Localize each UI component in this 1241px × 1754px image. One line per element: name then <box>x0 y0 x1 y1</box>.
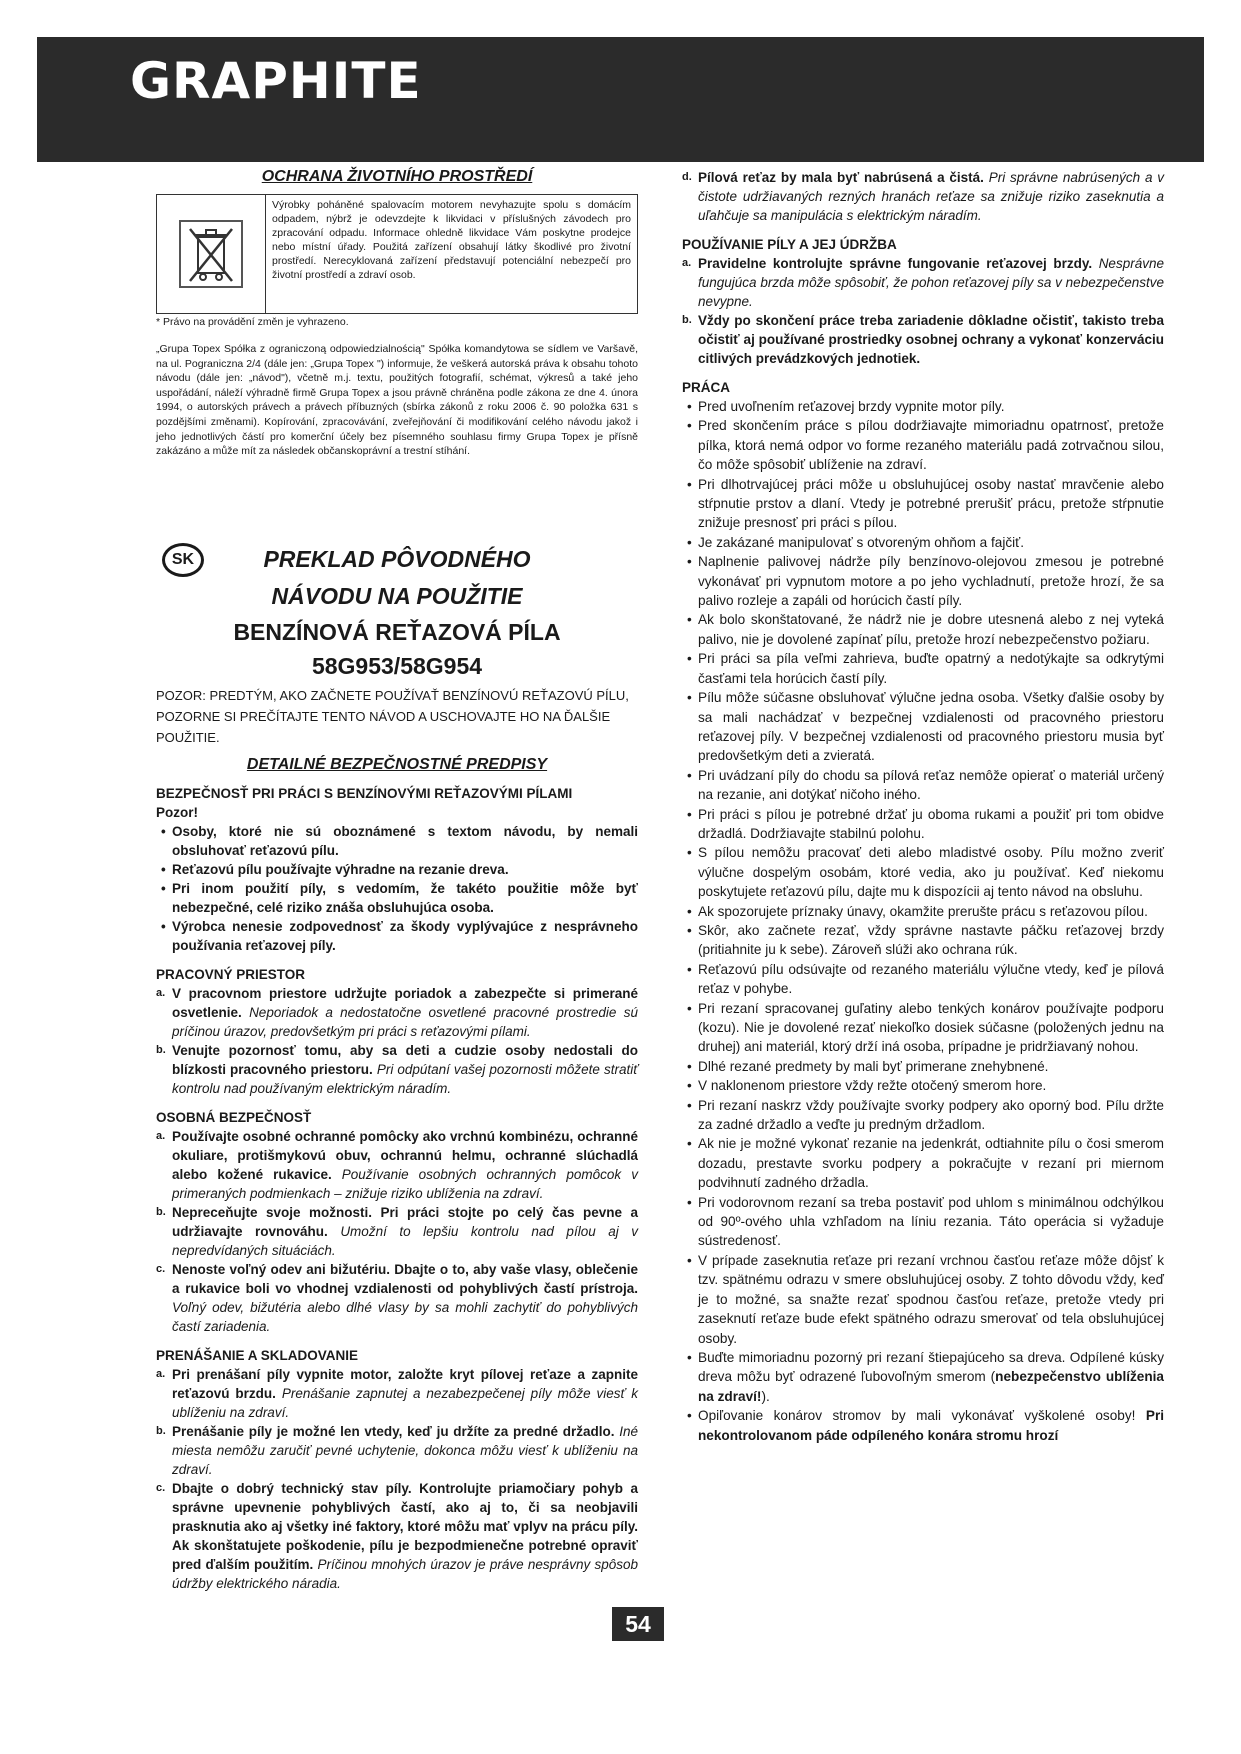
item-label: b. <box>156 1043 166 1056</box>
item-bold: V pracovnom priestore udržujte poriadok a zabezpečte si primerané osvetlenie. <box>172 985 638 1020</box>
list-item <box>156 1041 638 1098</box>
item-label: c. <box>156 1481 166 1494</box>
item-label: a. <box>156 1367 166 1380</box>
splinter-text: Buďte mimoriadnu pozorný pri rezaní štiepajúceho sa dreva. Odpílené kúsky dreva môžu byť odrazené ľubovoľným smerom ( <box>698 1349 1164 1385</box>
branches-bold: Pri nekontrolovanom páde odpíleného konára stromu hrozí <box>698 1408 1165 1443</box>
item-italic: Príčinou mnohých úrazov je práve nesprávny spôsob údržby elektrického náradia. <box>172 1556 638 1591</box>
list-item: • Pri práci sa píla veľmi zahrieva, buďte opatrný a nedotýkajte sa odkrytými časťami tela horúcich častí píly. <box>698 649 1164 688</box>
list-item <box>682 254 1164 311</box>
item-bold: Pravidelne kontrolujte správne fungovanie reťazovej brzdy. <box>698 256 1093 271</box>
list-item <box>156 1127 638 1203</box>
item-bold: Nepreceňujte svoje možnosti. Pri práci stojte po celý čas pevne a udržiavajte rovnováhu. <box>172 1204 638 1239</box>
brand-logo: GRAPHITE <box>130 52 422 110</box>
item-bold: Používajte osobné ochranné pomôcky ako vrchnú kombinézu, ochranné okuliare, protišmykovú obuv, ochrannú helmu, ochranné slúchadlá alebo kožené rukavice. <box>172 1128 638 1182</box>
title-line-3: BENZÍNOVÁ REŤAZOVÁ PÍLA <box>233 618 561 645</box>
list-item: • S pílou nemôžu pracovať deti alebo mladistvé osoby. Pílu možno zveriť výlučne dospelým osobám, ktoré vedia, ako ju používať. Keď niekomu poskytujete reťazovú pílu, dajte mu k dispozícii aj tento návod na obsluhu. <box>698 843 1164 901</box>
list-item: • Pílu môže súčasne obsluhovať výlučne jedna osoba. Všetky ďalšie osoby by sa mali nachádzať v bezpečnej vzdialenosti od pracovného priestoru reťazovej píly. V bezpečnej vzdialenosti od pracovného priestoru musia byť predovšetkým deti a zvieratá. <box>698 688 1164 766</box>
env-box <box>156 194 638 314</box>
list-item: • Naplnenie palivovej nádrže píly benzínovo-olejovou zmesou je potrebné vykonávať pri vypnutom motore a po jeho vychladnutí, pretože hrozí, že sa palivo rozleje a zapáli od horúcich častí píly. <box>698 552 1164 610</box>
rights-note: * Právo na provádění změn je vyhrazeno. <box>156 316 349 328</box>
list-item: • Skôr, ako začnete rezať, vždy správne nastavte páčku reťazovej brzdy (pritiahnite ju k sebe). Zároveň slúži ako ochrana rúk. <box>698 921 1164 960</box>
list-item <box>698 1406 1164 1445</box>
workspace-heading: PRACOVNÝ PRIESTOR <box>156 966 306 982</box>
list-item: • Pri rezaní spracovanej guľatiny alebo tenkých konárov používajte podporu (kozu). Nie je dovolené rezať niekoľko dosiek súčasne (položených jednu na druhej) ani materiál, ktorý drží iná osoba, prípadne je pridržiavaný nohou. <box>698 999 1164 1057</box>
list-item <box>682 311 1164 368</box>
item-bold: Pílová reťaz by mala byť nabrúsená a čistá. <box>698 170 984 185</box>
item-bold: Nenoste voľný odev ani bižutériu. Dbajte o to, aby vaše vlasy, oblečenie a rukavice boli vo vhodnej vzdialenosti od pohyblivých častí prístroja. <box>172 1261 638 1296</box>
list-item: • V prípade zaseknutia reťaze pri rezaní vrchnou časťou reťaze môže dôjsť k tzv. spätnému odrazu v smere obsluhujúcej osoby. Z tohto dôvodu vždy, keď je to možné, sa snažte rezať spodnou časťou reťaze, pretože vtedy pri zaseknutí reťaze bude efekt spätného odrazu smerovať od tela obsluhujúcej osoby. <box>698 1251 1164 1348</box>
right-column <box>682 168 1164 1445</box>
list-item <box>156 1365 638 1422</box>
title-line-1: PREKLAD PÔVODNÉHO <box>263 545 531 572</box>
maintenance-heading: POUŽÍVANIE PÍLY A JEJ ÚDRŽBA <box>682 237 897 252</box>
language-badge: SK <box>162 543 204 577</box>
list-item: • Je zakázané manipulovať s otvoreným ohňom a fajčiť. <box>698 533 1164 552</box>
list-item <box>156 1260 638 1336</box>
item-bold: Venujte pozornosť tomu, aby sa deti a cudzie osoby nedostali do blízkosti pracovného priestoru. <box>172 1042 638 1077</box>
list-item: • Pri uvádzaní píly do chodu sa pílová reťaz nemôže opierať o materiál určený na rezanie, ani dotýkať ničoho iného. <box>698 766 1164 805</box>
branches-text: Opiľovanie konárov stromov by mali vykonávať vyškolené osoby! <box>698 1408 1136 1424</box>
item-bold: Prenášanie píly je možné len vtedy, keď ju držíte za predné držadlo. <box>172 1423 615 1439</box>
item-italic: Nesprávne fungujúca brzda môže spôsobiť, že pohon reťazovej píly sa v nebezpečenstve nevypne. <box>698 256 1164 309</box>
env-text: Výrobky poháněné spalovacím motorem nevyhazujte spolu s domácím odpadem, nýbrž je odevzdejte k likvidaci v příslušných závodech pro zpracování odpadu. Informace ohledně likvidace Vám poskytne prodejce nebo místní úřady. Použitá zařízení obsahují látky škodlivé pro životní prostředí. Nerecyklovaná zařízení představují potenciální nebezpečí pro životní prostředí a zdraví osob. <box>272 199 631 281</box>
splinter-end: ). <box>761 1388 770 1404</box>
safety-heading: DETAILNÉ BEZPEČNOSTNÉ PREDPISY <box>246 755 548 773</box>
item-label: a. <box>156 986 166 999</box>
list-item: • Pri inom použití píly, s vedomím, že takéto použitie môže byť nebezpečné, celé riziko znáša obsluhujúca osoba. <box>172 879 638 917</box>
safety-bullets <box>156 822 638 955</box>
title-line-2: NÁVODU NA POUŽITIE <box>271 582 523 609</box>
item-bold: Dbajte o dobrý technický stav píly. Kontrolujte priamočiary pohyb a správne upevnenie pohyblivých častí, ako aj to, či sa neobjavili prasknutia ako aj všetky iné faktory, ktoré môžu mať vplyv na prácu píly. Ak skonštatujete poškodenie, pílu je bezpodmienečne potrebné opraviť pred ďalším použitím. <box>172 1480 638 1572</box>
list-item <box>682 168 1164 225</box>
item-italic: Používanie osobných ochranných pomôcok v primeraných podmienkach – znižuje riziko ublíženia na zdraví. <box>172 1166 638 1201</box>
item-bold: Vždy po skončení práce treba zariadenie dôkladne očistiť, takisto treba očistiť aj používané prostriedky osobnej ochrany a vykonať konzerváciu citlivých prevádzkových jednotiek. <box>698 313 1164 366</box>
crossed-bin-svg <box>176 217 246 291</box>
item-italic: Voľný odev, bižutéria alebo dlhé vlasy by sa mohli zachytiť do pohyblivých častí zariadenia. <box>172 1299 638 1334</box>
transport-heading: PRENÁŠANIE A SKLADOVANIE <box>156 1347 359 1363</box>
list-item <box>156 984 638 1041</box>
copyright-text: „Grupa Topex Spółka z ograniczoną odpowiedzialnością" Spółka komandytowa se sídlem ve Varšavě, na ul. Pograniczna 2/4 (dále jen: „Grupa Topex ") informuje, že veškerá autorská práva k obsahu tohoto návodu (dále jen: „návod"), včetně m.j. textu, použitých fotografií, schémat, výkresů a také jeho uspořádání, náleží výhradně firmě Grupa Topex a jsou právně chráněna podle zákona ze dne 4. února 1994, o autorských právech a právech příbuzných (sbírka zákonů z roku 2006 č. 90 položka 631 s pozdějšími změnami). Kopírování, zpracovávání, zveřejňování či modifikování celého návodu jakož i jeho jednotlivých částí pro komerční účely bez písemného souhlasu firmy Grupa Topex je přísně zakázáno a může mít za následek občanskoprávní a trestní stíhání. <box>156 343 638 458</box>
page-number: 54 <box>612 1607 664 1641</box>
model-number: 58G953/58G954 <box>311 652 483 679</box>
list-item <box>156 1422 638 1479</box>
list-item: • Reťazovú pílu používajte výhradne na rezanie dreva. <box>172 860 638 879</box>
list-item <box>156 1479 638 1593</box>
list-item: • Pri práci s pílou je potrebné držať ju oboma rukami a použiť pri tom obidve držadlá. Dodržiavajte stabilnú polohu. <box>698 805 1164 844</box>
list-item: • Dlhé rezané predmety by mali byť primerane znehybnené. <box>698 1057 1164 1076</box>
list-item: • Osoby, ktoré nie sú oboznámené s textom návodu, by nemali obsluhovať reťazovú pílu. <box>172 822 638 860</box>
list-item: • Výrobca nenesie zodpovednosť za škody vyplývajúce z nesprávneho používania reťazovej píly. <box>172 917 638 955</box>
list-item: • Pred uvoľnením reťazovej brzdy vypnite motor píly. <box>698 397 1164 416</box>
item-label: a. <box>682 257 692 269</box>
item-label: b. <box>156 1205 166 1218</box>
list-item: • Reťazovú pílu odsúvajte od rezaného materiálu výlučne vtedy, keď je pílová reťaz v pohybe. <box>698 960 1164 999</box>
item-label: b. <box>682 314 692 326</box>
item-label: a. <box>156 1129 166 1142</box>
item-italic: Pri odpútaní vašej pozornosti môžete stratiť kontrolu nad používaným elektrickým náradím. <box>172 1061 638 1096</box>
list-item: • V naklonenom priestore vždy režte otočený smerom hore. <box>698 1076 1164 1095</box>
list-item: • Pri vodorovnom rezaní sa treba postaviť pod uhlom s minimálnou odchýlkou od 90º-ového uhla vzhľadom na líniu rezania. Táto operácia si vyžaduje sústredenosť. <box>698 1193 1164 1251</box>
item-italic: Iné miesta nemôžu zaručiť pevné uchytenie, dokonca môžu viesť k ublíženiu na zdraví. <box>172 1423 638 1477</box>
item-italic: Prenášanie zapnutej a nezabezpečenej píly môže viesť k ublíženiu na zdraví. <box>172 1385 638 1420</box>
list-item <box>698 1348 1164 1406</box>
splinter-bold: nebezpečenstvo ublíženia na zdraví! <box>698 1369 1164 1404</box>
list-item: • Ak nie je možné vykonať rezanie na jedenkrát, odtiahnite pílu o čosi smerom dozadu, prestavte svorku podpery a pokračujte v rezaní pri miernom podvihnutí zadného držadla. <box>698 1134 1164 1192</box>
item-italic: Pri správne nabrúsených a v čistote udržiavaných rezných hranách reťaze sa znižuje riziko zaseknutia a uľahčuje sa manipulácia s elektrickým náradím. <box>698 170 1165 223</box>
list-item <box>156 1203 638 1260</box>
list-item: • Pri rezaní naskrz vždy používajte svorky podpery ako oporný bod. Pílu držte za zadné držadlo a veďte ju predným držadlom. <box>698 1096 1164 1135</box>
env-heading: OCHRANA ŽIVOTNÍHO PROSTŘEDÍ <box>261 168 533 185</box>
left-column <box>156 168 638 1593</box>
item-italic: Neporiadok a nedostatočne osvetlené pracovné prostredie sú príčinou úrazov, predovšetkým pri práci s reťazovými pílami. <box>172 1004 638 1039</box>
pozor-label: Pozor! <box>156 804 198 820</box>
work-heading: PRÁCA <box>682 380 731 395</box>
item-label: b. <box>156 1424 166 1437</box>
item-italic: Umožní to lepšiu kontrolu nad pílou aj v nepredvídaných situáciách. <box>172 1223 638 1258</box>
safety-subheading: BEZPEČNOSŤ PRI PRÁCI S BENZÍNOVÝMI REŤAZOVÝMI PÍLAMI <box>156 785 573 801</box>
manual-title <box>156 541 638 683</box>
list-item: • Pri dlhotrvajúcej práci môže u obsluhujúcej osoby nastať mravčenie alebo stŕpnutie prstov a dlaní. Vtedy je potrebné prerušiť prácu, pretože stŕpnutie znižuje presnosť pri práci s pílou. <box>698 475 1164 533</box>
list-item: • Pred skončením práce s pílou dodržiavajte mimoriadnu opatrnosť, pretože pílka, ktorá nemá odpor vo forme rezaného materiálu padá zotrvačnou silou, čo môže spôsobiť ublíženie na zdraví. <box>698 416 1164 474</box>
crossed-bin-icon <box>157 195 266 313</box>
item-label: d. <box>682 171 692 183</box>
read-warning: POZOR: PREDTÝM, AKO ZAČNETE POUŽÍVAŤ BENZÍNOVÚ REŤAZOVÚ PÍLU, POZORNE SI PREČÍTAJTE TENTO NÁVOD A USCHOVAJTE HO NA ĎALŠIE POUŽITIE. <box>156 687 629 745</box>
list-item: • Ak spozorujete príznaky únavy, okamžite prerušte prácu s reťazovou pílou. <box>698 902 1164 921</box>
work-bullets <box>682 397 1164 1445</box>
list-item: • Ak bolo skonštatované, že nádrž nie je dobre utesnená alebo z nej vyteká palivo, nie je dovolené zapínať pílu, pretože hrozí nebezpečenstvo požiaru. <box>698 610 1164 649</box>
item-label: c. <box>156 1262 166 1275</box>
item-bold: Pri prenášaní píly vypnite motor, založte kryt pílovej reťaze a zapnite reťazovú brzdu. <box>172 1366 638 1401</box>
personal-heading: OSOBNÁ BEZPEČNOSŤ <box>156 1109 312 1125</box>
